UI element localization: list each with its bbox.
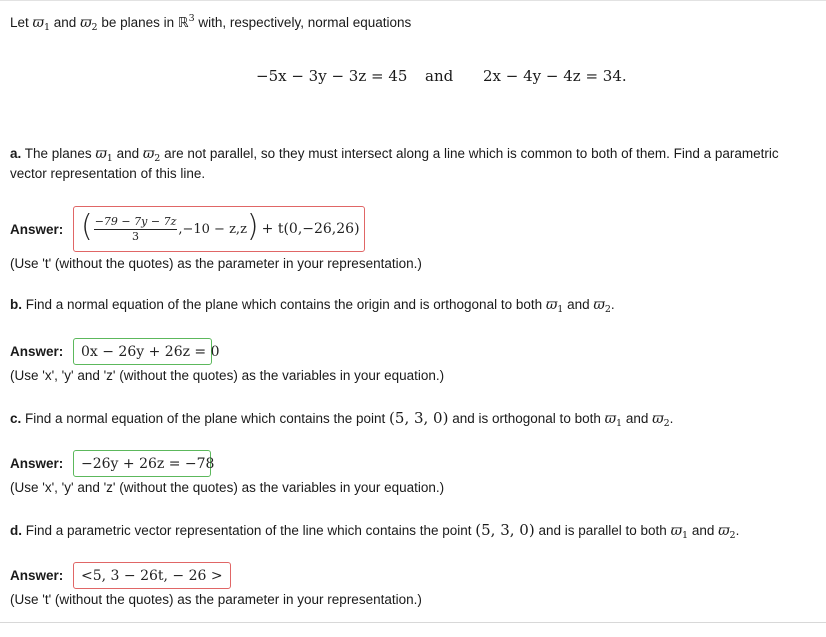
part-c-point: (5, 3, 0) bbox=[389, 409, 449, 427]
part-d-answer-label: Answer: bbox=[10, 568, 64, 583]
real-space-symbol: ℝ$^3$ bbox=[177, 13, 195, 31]
part-b-hint: (Use 'x', 'y' and 'z' (without the quotes) as the variables in your equation.) bbox=[10, 368, 445, 383]
intro-suffix: be planes in bbox=[101, 15, 175, 30]
part-a-answer-label: Answer: bbox=[10, 222, 64, 237]
part-a-answer-direction: + t(0,−26,26) bbox=[261, 221, 360, 237]
intro-prefix: Let bbox=[10, 15, 29, 30]
equation-2: 2x − 4y − 4z = 34. bbox=[483, 67, 627, 85]
part-c-answer-field[interactable]: −26y + 26z = −78 bbox=[73, 450, 211, 477]
part-d-hint: (Use 't' (without the quotes) as the parameter in your representation.) bbox=[10, 592, 422, 607]
equation-joiner: and bbox=[425, 67, 454, 85]
part-a-answer-field[interactable]: ( $\frac{-79 - 7y - 7z}{3}$ ,−10 − z,z ) + t(0,−26,26) bbox=[73, 206, 365, 252]
intro-sentence bbox=[10, 13, 411, 33]
plane2-symbol: $ϖ_2$ bbox=[652, 411, 670, 429]
plane2-symbol: $ϖ_2$ bbox=[142, 146, 161, 164]
part-b-answer-field[interactable]: 0x − 26y + 26z = 0 bbox=[73, 338, 212, 365]
part-c-label: c. bbox=[10, 411, 22, 426]
bottom-divider bbox=[0, 622, 826, 623]
part-d-point: (5, 3, 0) bbox=[475, 521, 535, 539]
part-d-answer-field[interactable]: <5, 3 − 26t, − 26 > bbox=[73, 562, 231, 589]
plane1-symbol: $ϖ_1$ bbox=[545, 297, 564, 315]
plane2-symbol: $ϖ_2$ bbox=[80, 15, 98, 33]
part-b-label: b. bbox=[10, 297, 22, 312]
part-d-label: d. bbox=[10, 523, 22, 538]
intro-tail: with, respectively, normal equations bbox=[198, 15, 412, 30]
part-a-label: a. bbox=[10, 146, 22, 161]
part-b-question: b. Find a normal equation of the plane which contains the origin and is orthogonal to both $ϖ_1$ and $ϖ_2$. bbox=[10, 297, 615, 315]
part-c-question: c. Find a normal equation of the plane which contains the point (5, 3, 0) and is orthogonal to both $ϖ_1$ and $ϖ_2$. bbox=[10, 409, 674, 429]
plane2-symbol: $ϖ_2$ bbox=[593, 297, 611, 315]
plane1-symbol: $ϖ_1$ bbox=[604, 411, 623, 429]
top-divider bbox=[0, 0, 826, 1]
plane2-symbol: $ϖ_2$ bbox=[718, 523, 736, 541]
part-a-hint: (Use 't' (without the quotes) as the parameter in your representation.) bbox=[10, 256, 422, 271]
part-a-question: a. The planes $ϖ_1$ and $ϖ_2$ are not parallel, so they must intersect along a line which is common to both of them. Find a parametric bbox=[10, 146, 779, 164]
part-a-answer-components: ,−10 − z,z bbox=[178, 221, 247, 237]
part-c-answer-label: Answer: bbox=[10, 456, 64, 471]
part-a-fraction: $\frac{-79 - 7y - 7z}{3}$ bbox=[94, 214, 177, 243]
part-a-question-cont: vector representation of this line. bbox=[10, 166, 206, 181]
plane1-symbol: $ϖ_1$ bbox=[32, 15, 51, 33]
intro-and: and bbox=[53, 15, 77, 30]
plane1-symbol: $ϖ_1$ bbox=[95, 146, 113, 164]
equation-1: −5x − 3y − 3z = 45 bbox=[256, 67, 408, 85]
part-d-question: d. Find a parametric vector representation of the line which contains the point (5, 3, 0) and is parallel to both $ϖ_1$ and $ϖ_2$. bbox=[10, 521, 740, 541]
plane1-symbol: $ϖ_1$ bbox=[670, 523, 689, 541]
part-b-answer-label: Answer: bbox=[10, 344, 64, 359]
part-c-hint: (Use 'x', 'y' and 'z' (without the quotes) as the variables in your equation.) bbox=[10, 480, 445, 495]
